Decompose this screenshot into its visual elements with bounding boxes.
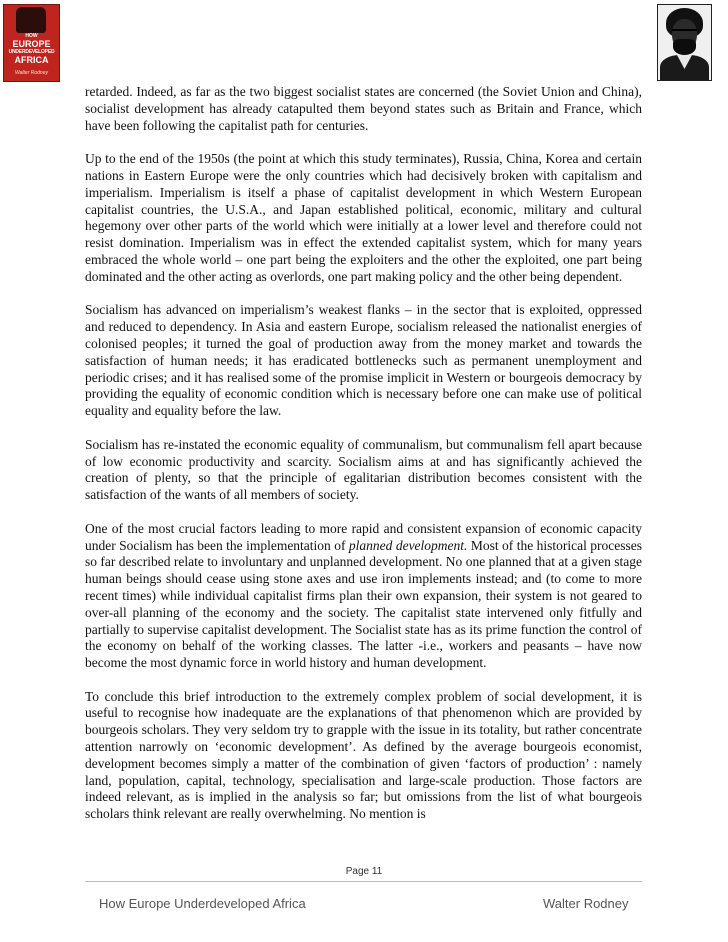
page-number: Page 11 <box>345 866 383 877</box>
cover-author: Walter Rodney <box>15 70 48 76</box>
author-portrait <box>657 4 712 81</box>
cover-title-line: HOW <box>25 33 38 39</box>
footer-divider <box>85 881 642 882</box>
paragraph: To conclude this brief introduction to the extremely complex problem of social development, it is useful to recognise how inadequate are the explanations of that phenomenon which are provided by bourgeois scholars. They very seldom try to grapple with the issue in its totality, but rather concentrate attention narrowly on ‘economic development’. As defined by the average bourgeois economist, development becomes simply a matter of the combination of given ‘factors of production’ : namely land, population, capital, technology, specialisation and large-scale production. Those factors are indeed relevant, as is implied in the analysis so far; but omissions from the list of what bourgeois scholars think relevant are really overwhelming. No mention is <box>85 688 642 822</box>
paragraph: Socialism has advanced on imperialism’s weakest flanks – in the sector that is exploited, oppressed and reduced to dependency. In Asia and eastern Europe, socialism released the nationalist energies of colonised peoples; it turned the goal of production away from the money market and towards the satisfaction of human needs; it has eradicated bottlenecks such as permanent unemployment and periodic crises; and it has realised some of the promise implicit in Western or bourgeois democracy by providing the equality of economic condition which is necessary before one can make use of political equality and equality before the law. <box>85 302 642 419</box>
raised-fist-icon <box>16 7 46 33</box>
page-body <box>85 84 642 840</box>
book-cover-thumbnail <box>3 4 60 82</box>
paragraph: Up to the end of the 1950s (the point at which this study terminates), Russia, China, Korea and certain nations in Eastern Europe were the only countries which had decisively broken with capitalism and imperialism. Imperialism is itself a phase of capitalist development in which Western European capitalist countries, the U.S.A., and Japan established political, economic, military and cultural hegemony over other parts of the world which were initially at a lower level and therefore could not resist domination. Imperialism was in effect the extended capitalist system, which for many years embraced the whole world – one part being the exploiters and the other the exploited, one part being dominated and the other acting as overlords, one part making policy and the other being dependent. <box>85 151 642 284</box>
paragraph: retarded. Indeed, as far as the two biggest socialist states are concerned (the Soviet Union and China), socialist development has already catapulted them beyond states such as Britain and France, which have been following the capitalist path for centuries. <box>85 84 642 133</box>
cover-title-line: EUROPE <box>12 39 51 49</box>
cover-title-line: AFRICA <box>14 55 49 65</box>
emphasis-text: planned development. <box>348 537 468 553</box>
paragraph: One of the most crucial factors leading to more rapid and consistent expansion of economic capacity under Socialism has been the implementation of planned development. Most of the historical processes so far described relate to involuntary and unplanned development. No one planned that at a given stage human beings should cease using stone axes and use iron implements instead; and (to come to more recent times) while individual capitalist firms plan their own expansion, their system is not geared to over-all planning of the economy and the society. The capitalist state intervened only fitfully and partially to supervise capitalist development. The Socialist state has as its prime function the control of the economy on behalf of the working classes. The latter -i.e., workers and peasants – have now become the most dynamic force in world history and human development. <box>85 520 643 671</box>
cover-title-line: UNDERDEVELOPED <box>8 49 55 55</box>
footer-book-title: How Europe Underdeveloped Africa <box>99 896 306 911</box>
footer-author: Walter Rodney <box>543 896 629 911</box>
paragraph: Socialism has re-instated the economic equality of communalism, but communalism fell apart because of low economic productivity and scarcity. Socialism aims at and has significantly achieved the creation of plenty, so that the principle of egalitarian distribution becomes consistent with the satisfaction of the wants of all members of society. <box>85 436 642 503</box>
